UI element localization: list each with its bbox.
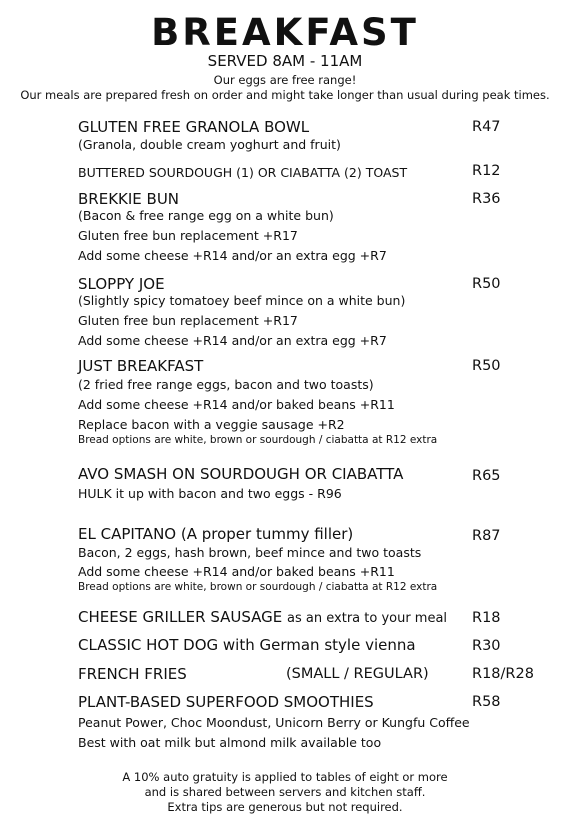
item-brekkie-bun-price: R36 — [472, 191, 501, 207]
gratuity-note-1: A 10% auto gratuity is applied to tables of eight or more — [122, 770, 448, 784]
item-smoothies-desc-1: Peanut Power, Choc Moondust, Unicorn Berry or Kungfu Coffee — [78, 715, 470, 730]
item-french-fries-price: R18/R28 — [472, 666, 534, 682]
meals-note: Our meals are prepared fresh on order and might take longer than usual during peak times. — [20, 88, 550, 102]
item-sloppy-joe-desc-3: Add some cheese +R14 and/or an extra egg +R7 — [78, 333, 387, 348]
menu-title: BREAKFAST — [151, 11, 419, 54]
item-just-breakfast-desc-3: Replace bacon with a veggie sausage +R2 — [78, 417, 345, 432]
item-just-breakfast-desc-2: Add some cheese +R14 and/or baked beans +R11 — [78, 397, 395, 412]
eggs-note: Our eggs are free range! — [213, 73, 357, 87]
item-el-capitano-desc-1: Bacon, 2 eggs, hash brown, beef mince and two toasts — [78, 545, 422, 560]
item-granola-bowl-price: R47 — [472, 119, 501, 135]
item-granola-bowl-desc: (Granola, double cream yoghurt and fruit) — [78, 137, 341, 152]
item-brekkie-bun-desc-1: (Bacon & free range egg on a white bun) — [78, 208, 334, 223]
item-just-breakfast-desc-1: (2 fried free range eggs, bacon and two toasts) — [78, 377, 374, 392]
item-el-capitano-bread-note: Bread options are white, brown or sourdough / ciabatta at R12 extra — [78, 581, 438, 593]
item-cheese-griller-suffix: as an extra to your meal — [287, 611, 448, 626]
item-granola-bowl-name: GLUTEN FREE GRANOLA BOWL — [78, 118, 310, 136]
item-french-fries-size: (SMALL / REGULAR) — [286, 666, 429, 682]
item-just-breakfast-bread-note: Bread options are white, brown or sourdough / ciabatta at R12 extra — [78, 434, 438, 446]
serving-hours: SERVED 8AM - 11AM — [207, 52, 363, 70]
gratuity-note-2: and is shared between servers and kitchen staff. — [144, 785, 426, 799]
item-just-breakfast-price: R50 — [472, 358, 501, 374]
item-smoothies-price: R58 — [472, 694, 501, 710]
item-sloppy-joe-desc-2: Gluten free bun replacement +R17 — [78, 313, 298, 328]
item-el-capitano-price: R87 — [472, 528, 501, 544]
item-avo-smash-price: R65 — [472, 468, 501, 484]
gratuity-note-3: Extra tips are generous but not required. — [167, 800, 403, 814]
item-toast-price: R12 — [472, 163, 501, 179]
item-avo-smash-desc: HULK it up with bacon and two eggs - R96 — [78, 486, 342, 501]
item-sloppy-joe-price: R50 — [472, 276, 501, 292]
item-brekkie-bun-desc-2: Gluten free bun replacement +R17 — [78, 228, 298, 243]
item-sloppy-joe-name: SLOPPY JOE — [78, 275, 165, 293]
item-brekkie-bun-desc-3: Add some cheese +R14 and/or an extra egg +R7 — [78, 248, 387, 263]
item-sloppy-joe-desc-1: (Slightly spicy tomatoey beef mince on a white bun) — [78, 293, 406, 308]
item-french-fries-name: FRENCH FRIES — [78, 665, 187, 683]
item-cheese-griller-name — [78, 608, 447, 628]
item-cheese-griller-title: CHEESE GRILLER SAUSAGE — [78, 608, 283, 626]
item-hot-dog-name: CLASSIC HOT DOG with German style vienna — [78, 636, 416, 654]
item-brekkie-bun-name: BREKKIE BUN — [78, 190, 180, 208]
item-el-capitano-desc-2: Add some cheese +R14 and/or baked beans +R11 — [78, 564, 395, 579]
item-smoothies-name: PLANT-BASED SUPERFOOD SMOOTHIES — [78, 693, 374, 711]
item-just-breakfast-name: JUST BREAKFAST — [78, 357, 204, 375]
item-avo-smash-name: AVO SMASH ON SOURDOUGH OR CIABATTA — [78, 465, 404, 483]
item-el-capitano-name: EL CAPITANO (A proper tummy filler) — [78, 525, 354, 543]
item-hot-dog-price: R30 — [472, 638, 501, 654]
item-cheese-griller-price: R18 — [472, 610, 501, 626]
item-smoothies-desc-2: Best with oat milk but almond milk available too — [78, 735, 382, 750]
item-toast-name: BUTTERED SOURDOUGH (1) OR CIABATTA (2) TOAST — [78, 165, 408, 180]
